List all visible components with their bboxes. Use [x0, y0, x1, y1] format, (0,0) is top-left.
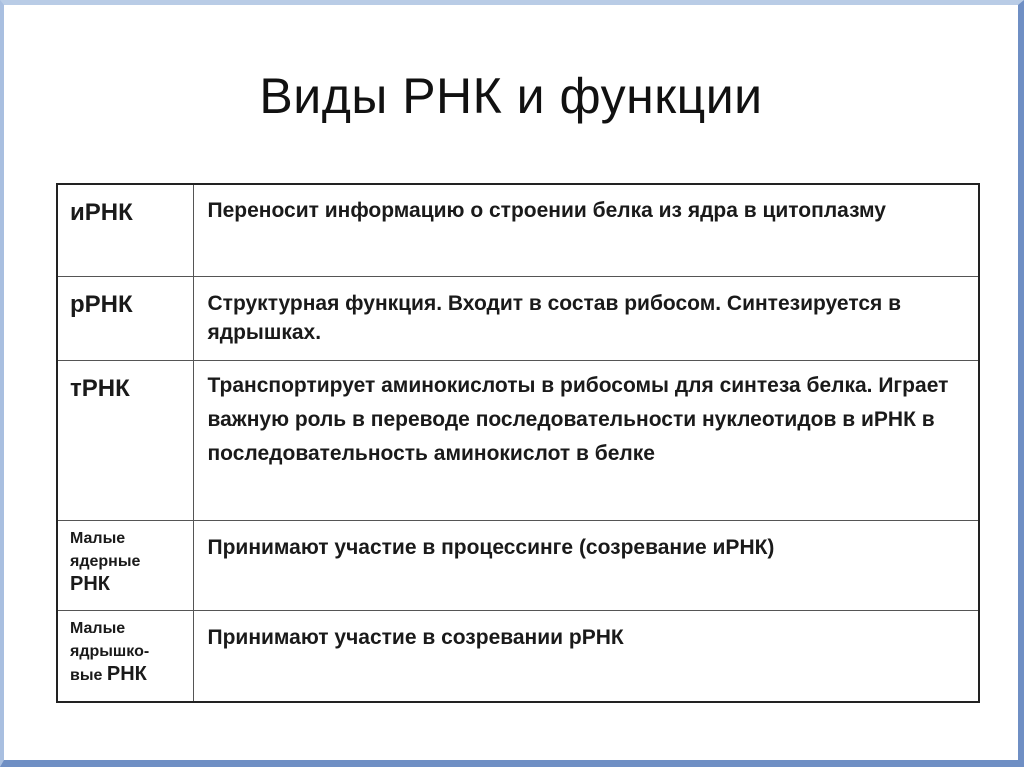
rna-type-cell — [57, 610, 193, 702]
rna-type-cell: тРНК — [57, 360, 193, 520]
slide-title: Виды РНК и функции — [259, 68, 763, 124]
rna-function-cell: Структурная функция. Входит в состав рибосом. Синтезируется в ядрышках. — [193, 276, 979, 360]
rna-type-line: ядерные — [70, 552, 141, 570]
table-row — [57, 184, 979, 276]
rna-function-cell: Переносит информацию о строении белка из ядра в цитоплазму — [193, 184, 979, 276]
rna-function-cell: Принимают участие в процессинге (созревание иРНК) — [193, 520, 979, 610]
rna-type-line: РНК — [70, 572, 110, 595]
rna-type-cell: рРНК — [57, 276, 193, 360]
table-row — [57, 610, 979, 702]
table-row — [57, 360, 979, 520]
rna-function-cell: Транспортирует аминокислоты в рибосомы для синтеза белка. Играет важную роль в переводе последовательности нуклеотидов в иРНК в последовательность аминокислот в белке — [193, 360, 979, 520]
rna-type-line: ядрышко- — [70, 642, 150, 660]
rna-type-cell — [57, 520, 193, 610]
rna-type-line: Малые — [70, 529, 126, 547]
rna-type-fragment: РНК — [106, 662, 147, 685]
rna-type-cell: иРНК — [57, 184, 193, 276]
rna-functions-table — [56, 183, 980, 703]
table-row — [57, 520, 979, 610]
table-row — [57, 276, 979, 360]
rna-type-line: Малые — [70, 619, 126, 637]
rna-type-fragment: вые — [70, 666, 103, 684]
rna-function-cell: Принимают участие в созревании рРНК — [193, 610, 979, 702]
rna-type-line — [70, 663, 185, 687]
